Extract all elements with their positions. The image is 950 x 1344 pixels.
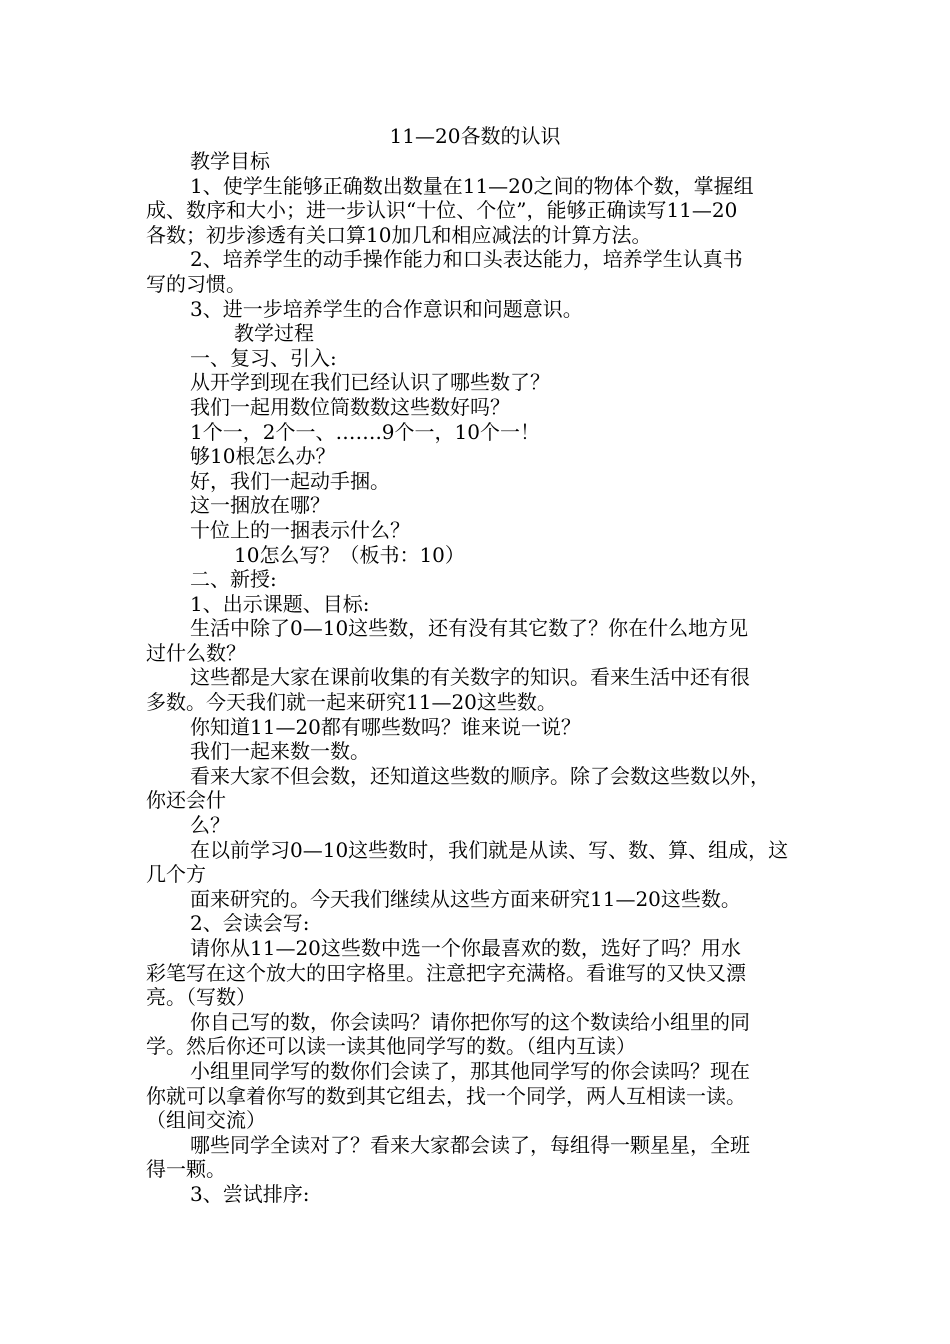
text-line: 1、出示课题、目标: [190,591,370,616]
text-line: 彩笔写在这个放大的田字格里。注意把字充满格。看谁写的又快又漂 [146,960,746,985]
text-line: 好，我们一起动手捆。 [190,468,390,493]
text-line: 面来研究的。今天我们继续从这些方面来研究11—20这些数。 [190,886,741,911]
document-title: 11—20各数的认识 [389,124,561,148]
text-line: 1个一，2个一、…….9个一，10个一！ [190,419,540,444]
text-line: 我们一起来数一数。 [190,739,370,764]
text-line: 教学过程 [234,321,314,346]
text-line: 10怎么写？（板书：10） [234,542,465,567]
text-line: 写的习惯。 [146,271,246,296]
text-line: 得一颗。 [146,1157,226,1182]
text-line: 看来大家不但会数，还知道这些数的顺序。除了会数这些数以外， [190,763,770,788]
text-line: 生活中除了0—10这些数，还有没有其它数了？你在什么地方见 [190,616,749,641]
text-line: 学。然后你还可以读一读其他同学写的数。（组内互读） [146,1034,636,1059]
text-line: 你知道11—20都有哪些数吗？谁来说一说？ [190,714,581,739]
text-line: 够10根怎么办？ [190,444,336,469]
text-line: 从开学到现在我们已经认识了哪些数了？ [190,370,550,395]
text-line: 小组里同学写的数你们会读了，那其他同学写的你会读吗？现在 [190,1058,750,1083]
text-line: 3、尝试排序: [190,1181,310,1206]
text-line: 你还会什 [146,788,226,813]
text-line: 几个方 [146,862,206,887]
text-line: 你自己写的数，你会读吗？请你把你写的这个数读给小组里的同 [190,1009,750,1034]
text-line: 2、会读会写: [190,911,310,936]
text-line: 多数。今天我们就一起来研究11—20这些数。 [146,690,557,715]
text-line: 我们一起用数位筒数数这些数好吗？ [190,394,510,419]
text-line: 1、使学生能够正确数出数量在11—20之间的物体个数，掌握组 [190,173,754,198]
document-body [146,149,818,1207]
text-line: 请你从11—20这些数中选一个你最喜欢的数，选好了吗？用水 [190,936,741,960]
text-line: 各数；初步渗透有关口算10加几和相应减法的计算方法。 [146,222,652,247]
text-line: 2、培养学生的动手操作能力和口头表达能力，培养学生认真书 [190,247,743,272]
text-line: （组间交流） [146,1108,266,1133]
text-line: 一、复习、引入: [190,345,337,370]
text-line: 3、进一步培养学生的合作意识和问题意识。 [190,296,583,321]
text-line: 这一捆放在哪？ [190,493,330,518]
text-line: 成、数序和大小；进一步认识“十位、个位”，能够正确读写11—20 [146,198,738,223]
text-line: 教学目标 [190,149,270,173]
text-line: 么？ [190,813,230,838]
text-line: 这些都是大家在课前收集的有关数字的知识。看来生活中还有很 [190,665,750,690]
text-line: 你就可以拿着你写的数到其它组去，找一个同学，两人互相读一读。 [146,1083,746,1108]
text-line: 十位上的一捆表示什么？ [190,517,410,542]
text-line: 哪些同学全读对了？看来大家都会读了，每组得一颗星星，全班 [190,1132,750,1157]
text-line: 过什么数？ [146,640,246,665]
text-line: 二、新授: [190,567,277,592]
text-line: 在以前学习0—10这些数时，我们就是从读、写、数、算、组成，这 [190,837,789,862]
text-line: 亮。（写数） [146,985,256,1010]
